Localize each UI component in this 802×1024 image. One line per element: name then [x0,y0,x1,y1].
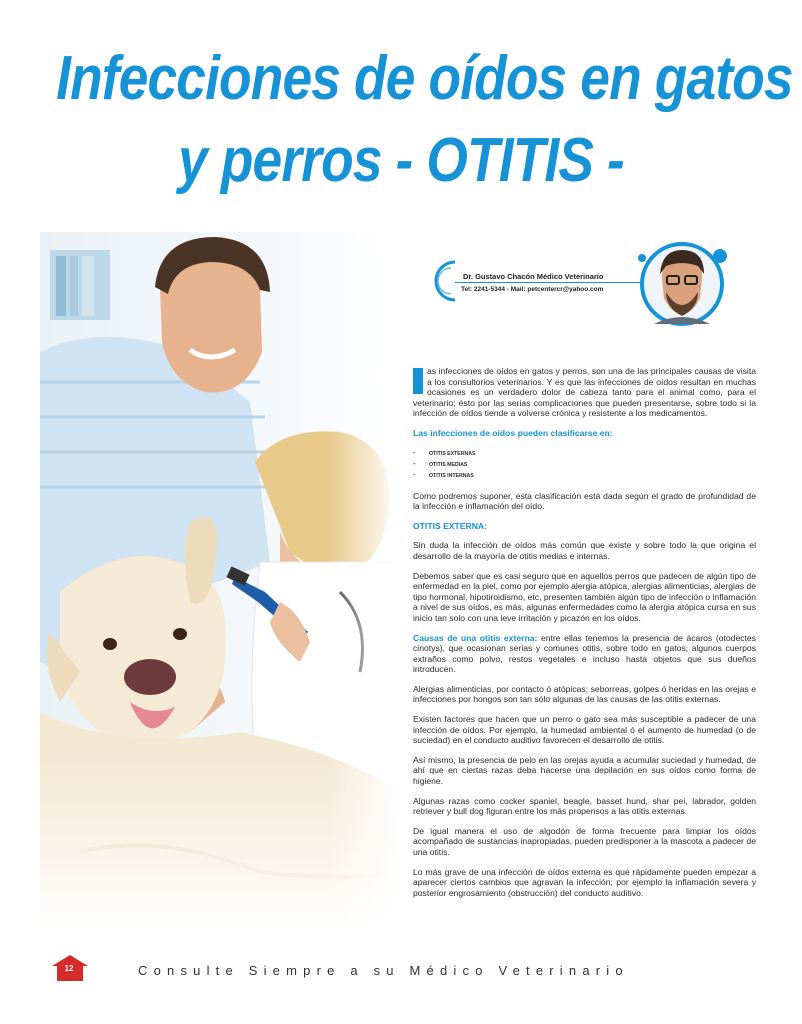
page-footer [0,950,802,990]
author-name: Dr. Gustavo Chacón Médico Veterinario [463,272,604,281]
paragraph: Debemos saber que es casi seguro que en aquellos perros que padecen de algún tipo de enfermedad en la piel, como por ejemplo alergia atópica, alergias alimenticias, alergias de tipo hormonal, hipotiroidismo, etc, presenten también algún tipo de infección o inflamación a nivel de sus oídos, es más, algunas enfermedades como la alergia atópica cursa en sus inicio tan solo con una leve irritación y picazón en los oídos. [413,570,756,623]
paragraph: Alergias alimenticias, por contacto ó atópicas; seborreas, golpes ó heridas en las orejas e infecciones por hongos son tan sólo algunas de las causas de las otitis externas. [413,683,756,705]
list-item: - OTITIS EXTERNAS [413,447,476,457]
vet-dog-photo [40,232,400,932]
causes-paragraph [413,633,756,675]
author-avatar [632,236,728,328]
list-item: - OTITIS INTERNAS [413,469,474,479]
title-line-2: y perros - OTITIS - [178,126,624,195]
otitis-list [413,448,756,481]
list-item: - OTITIS MEDIAS [413,458,468,468]
page-title [56,38,793,202]
subhead-classification: Las infecciones de oídos pueden clasificarse en: [413,427,613,438]
drop-cap [413,368,423,394]
page-number: 12 [64,964,74,973]
paragraph: Sin duda la infección de oídos más común que existe y sobre todo la que origina el desarrollo de la mayoría de otitis medias e internas. [413,540,756,561]
paragraph: Lo más grave de una infección de oídos externa es que rápidamente pueden empezar a aparecer ciertos cambios que agravan la infección; por ejemplo la inflamación severa y posterior engrosamiento (obstrucción) del conducto auditivo. [413,866,756,898]
author-arc-icon [425,258,467,304]
causes-text: entre ellas tenemos la presencia de ácaros (otodectes cinotys), que ocasionan serias y comunes otitis, sobre todo en gatos; algunos cuerpos extraños como polvo, restos vegetales e incluso hasta objetos que sus dueños introducen. [413,632,756,675]
footer-tagline: Consulte Siempre a su Médico Veterinario [138,963,629,978]
article-body [413,366,756,907]
causes-lead: Causas de una otitis externa: [413,632,538,643]
author-contact: Tel: 2241-5344 - Mail: petcentercr@yahoo.com [461,286,604,293]
paragraph: Existen factores que hacen que un perro o gato sea más susceptible a padecer de una infección de oídos. Por ejemplo, la humedad ambiental ó el aumento de humedad (o de suciedad) en el conducto auditivo favorecen el desarrollo de otitis. [413,714,756,746]
paragraph: Algunas razas como cocker spaniel, beagle, basset hund, shar pei, labrador, golden retriever y bull dog figuran entre los más propensos a las otitis externas. [413,795,756,817]
author-block [425,258,625,308]
paragraph: Así mismo, la presencia de pelo en las orejas ayuda a acumular suciedad y humedad, de ahí que en ciertas razas deba hacerse una depilación en sus oídos como forma de higiene. [413,754,756,787]
intro-paragraph [413,366,756,419]
classification-paragraph: Como podremos suponer, esta clasificación está dada según el grado de profundidad de la infección e inflamación del oído. [413,490,756,512]
intro-text: as infecciones de oídos en gatos y perros, son una de las principales causas de visita a los consultorios veterinarios. Y es que las infecciones de oídos resultan en muchas ocasiones es un verdadero dolor de cabeza tanto para el animal como, para el veterinario; ésto por las serias complicaciones que pueden presentarse, sobre todo si la infección de oídos tiende a volverse crónica y resistente a los medicamentos. [413,366,756,419]
subhead-external: OTITIS EXTERNA: [413,520,488,531]
title-line-1: Infecciones de oídos en gatos [56,44,793,113]
paragraph: De igual manera el uso de algodón de forma frecuente para limpiar los oídos acompañado de sustancias inapropiadas, pueden predisponer a la mascota a padecer de una otitis. [413,825,756,857]
author-divider [455,282,643,283]
